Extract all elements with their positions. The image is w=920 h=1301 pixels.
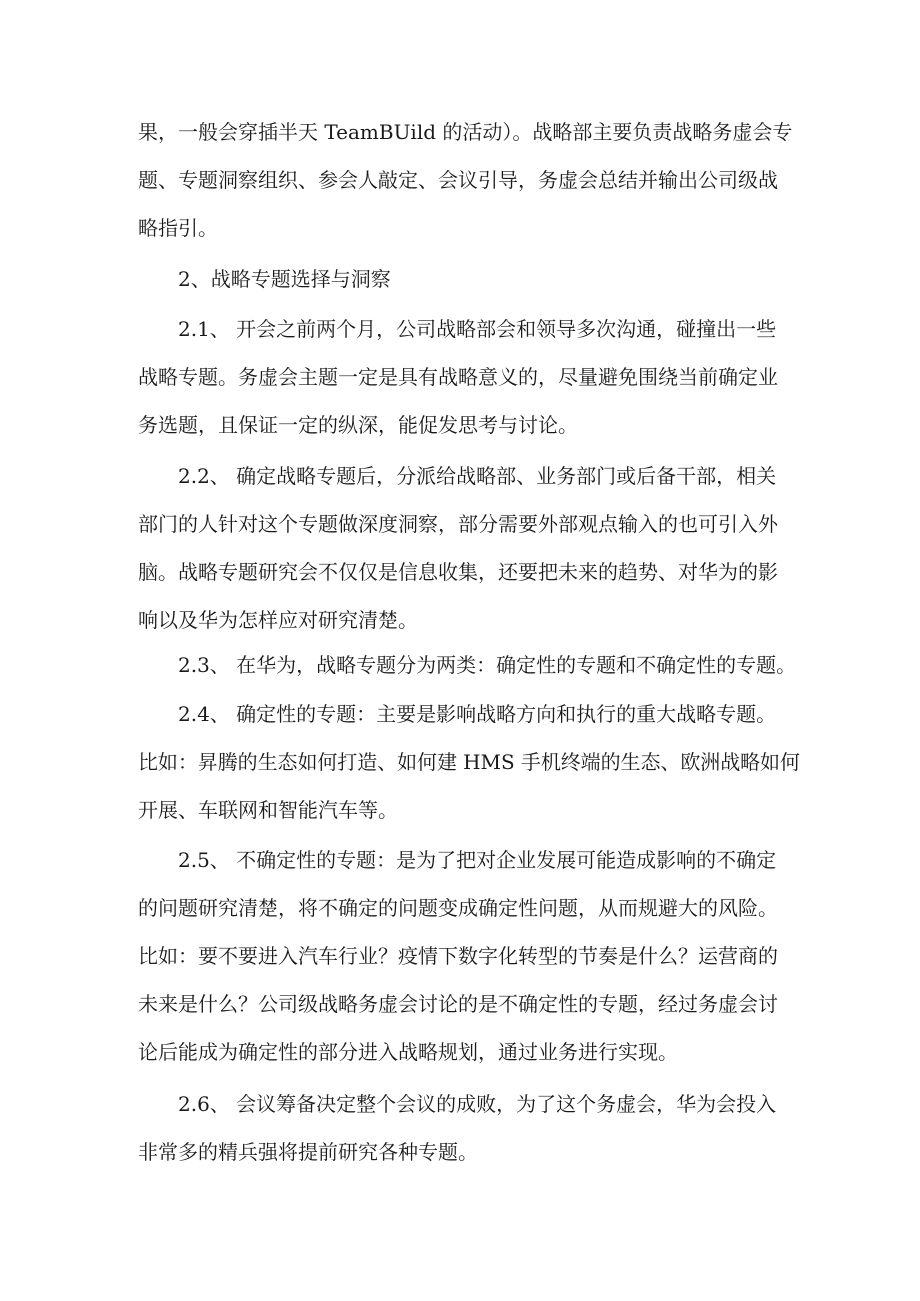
text-line	[138, 204, 920, 252]
text-line	[178, 641, 920, 689]
text-line	[138, 786, 920, 834]
text-line	[138, 1128, 920, 1176]
text-line-content: 的问题研究清楚，将不确定的问题变成确定性问题，从而规避大的风险。	[138, 896, 778, 920]
text-line-content: 比如：昇腾的生态如何打造、如何建 HMS 手机终端的生态、欧洲战略如何	[138, 750, 800, 774]
paragraph-2-4	[0, 690, 920, 834]
text-line	[138, 156, 920, 204]
text-line-content: 非常多的精兵强将提前研究各种专题。	[138, 1140, 478, 1164]
text-line-content: 2.3、 在华为，战略专题分为两类：确定性的专题和不确定性的专题。	[178, 653, 797, 677]
text-line	[138, 932, 920, 980]
text-line-content: 2.4、 确定性的专题：主要是影响战略方向和执行的重大战略专题。	[178, 702, 777, 726]
paragraph-2-2	[0, 452, 920, 644]
text-line-content: 论后能成为确定性的部分进入战略规划，通过业务进行实现。	[138, 1040, 678, 1064]
text-line	[138, 884, 920, 932]
text-line-content: 务选题，且保证一定的纵深，能促发思考与讨论。	[138, 413, 578, 437]
text-line-content: 未来是什么？公司级战略务虚会讨论的是不确定性的专题，经过务虚会讨	[138, 992, 778, 1016]
text-line-content: 战略专题。务虚会主题一定是具有战略意义的，尽量避免围绕当前确定业	[138, 365, 778, 389]
section-heading	[0, 255, 920, 303]
paragraph-2-3	[0, 641, 920, 689]
heading-text: 2、战略专题选择与洞察	[178, 267, 391, 291]
text-line	[138, 596, 920, 644]
text-line	[138, 500, 920, 548]
paragraph-2-6	[0, 1080, 920, 1176]
text-line-content: 略指引。	[138, 216, 218, 240]
text-line	[138, 401, 920, 449]
text-line	[138, 980, 920, 1028]
text-line-content: 响以及华为怎样应对研究清楚。	[138, 608, 418, 632]
text-line	[178, 255, 920, 303]
text-line-content: 2.1、 开会之前两个月，公司战略部会和领导多次沟通，碰撞出一些	[178, 317, 777, 341]
text-line	[138, 1028, 920, 1076]
text-line	[138, 108, 920, 156]
text-line	[178, 836, 920, 884]
text-line	[138, 548, 920, 596]
text-line	[178, 452, 920, 500]
text-line	[178, 1080, 920, 1128]
text-line-content: 比如：要不要进入汽车行业？疫情下数字化转型的节奏是什么？运营商的	[138, 944, 778, 968]
text-line-content: 果，一般会穿插半天 TeamBUild 的活动）。战略部主要负责战略务虚会专	[138, 120, 793, 144]
text-line-content: 2.5、 不确定性的专题：是为了把对企业发展可能造成影响的不确定	[178, 848, 777, 872]
text-line-content: 2.6、 会议筹备决定整个会议的成败，为了这个务虚会，华为会投入	[178, 1092, 777, 1116]
text-line-content: 脑。战略专题研究会不仅仅是信息收集，还要把未来的趋势、对华为的影	[138, 560, 778, 584]
paragraph-2-1	[0, 305, 920, 449]
text-line-content: 2.2、 确定战略专题后，分派给战略部、业务部门或后备干部，相关	[178, 464, 777, 488]
paragraph-continuation	[0, 108, 920, 252]
text-line-content: 题、专题洞察组织、参会人敲定、会议引导，务虚会总结并输出公司级战	[138, 168, 778, 192]
paragraph-2-5	[0, 836, 920, 1076]
text-line-content: 开展、车联网和智能汽车等。	[138, 798, 398, 822]
text-line	[138, 738, 920, 786]
text-line	[178, 690, 920, 738]
text-line	[138, 353, 920, 401]
text-line-content: 部门的人针对这个专题做深度洞察，部分需要外部观点输入的也可引入外	[138, 512, 778, 536]
text-line	[178, 305, 920, 353]
